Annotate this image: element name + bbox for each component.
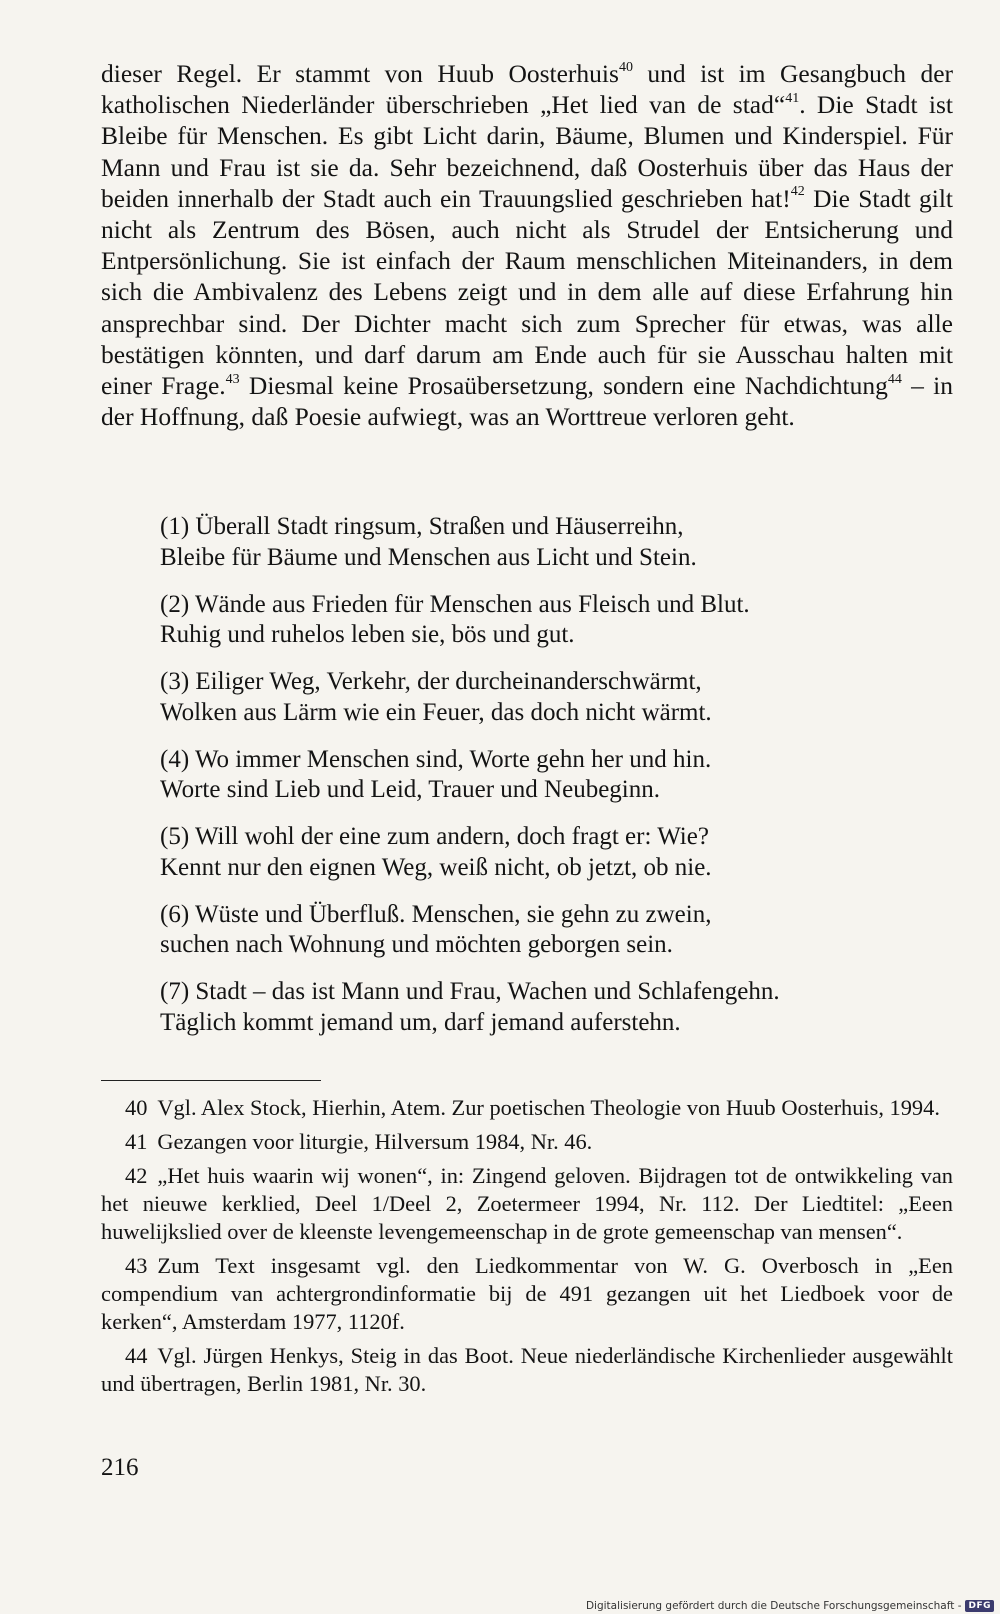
poem-line: Kennt nur den eignen Weg, weiß nicht, ob jetzt, ob nie. — [160, 853, 712, 881]
poem-stanza — [160, 590, 920, 651]
poem-line: (6) Wüste und Überfluß. Menschen, sie gehn zu zwein, — [160, 900, 712, 928]
poem-line: (7) Stadt – das ist Mann und Frau, Wachen und Schlafengehn. — [160, 978, 780, 1005]
poem-stanza — [160, 512, 920, 573]
footnote-number: 42 — [125, 1163, 148, 1188]
footnote-text: „Het huis waarin wij wonen“, in: Zingend geloven. Bijdragen tot de ontwikkeling van het nieuwe kerklied, Deel 1/Deel 2, Zoetermeer 1994, Nr. 112. Der Liedtitel: „Eeen huwelijkslied over de kleenste levengemeenschap in de grote gemeenschap van mensen“. — [101, 1163, 953, 1244]
poem-line: suchen nach Wohnung und möchten geborgen sein. — [160, 931, 673, 958]
poem-stanza — [160, 667, 920, 728]
footnote-ref: 40 — [618, 59, 633, 75]
text-run: . Die Stadt ist Bleibe für Menschen. Es gibt Licht darin, Bäume, Blumen und Kinderspiel. Für Mann und Frau ist sie da. Sehr bezeichnend, daß Oosterhuis über das Haus der beiden innerhalb der Stadt auch ein Trauungslied geschrieben hat! — [101, 90, 953, 213]
poem-line: Worte sind Lieb und Leid, Trauer und Neubeginn. — [160, 776, 660, 803]
footnote-text: Gezangen voor liturgie, Hilversum 1984, Nr. 46. — [157, 1129, 593, 1154]
digitization-footer — [586, 1600, 994, 1612]
text-run: – in der Hoffnung, daß Poesie aufwiegt, was an Worttreue verloren geht. — [101, 371, 953, 432]
poem-stanza — [160, 977, 920, 1038]
dfg-logo: DFG — [965, 1600, 994, 1612]
footnote-ref: 43 — [225, 371, 240, 387]
footnote-number: 44 — [125, 1343, 148, 1368]
footnote-number: 41 — [125, 1129, 148, 1154]
footnote — [101, 1094, 953, 1122]
text-run: Diesmal keine Prosaübersetzung, sondern eine Nachdichtung — [239, 371, 888, 401]
footnote-ref: 41 — [785, 90, 800, 106]
footnote-number: 40 — [125, 1095, 148, 1120]
footnote-ref: 42 — [790, 184, 805, 200]
poem-stanza — [160, 900, 920, 961]
poem-line: (1) Überall Stadt ringsum, Straßen und Häuserreihn, — [160, 513, 684, 540]
footnote-text: Vgl. Jürgen Henkys, Steig in das Boot. Neue niederländische Kirchenlieder ausgewählt und übertragen, Berlin 1981, Nr. 30. — [101, 1343, 953, 1396]
poem-line: Ruhig und ruhelos leben sie, bös und gut. — [160, 621, 575, 648]
text-run: dieser Regel. Er stammt von Huub Oosterhuis — [101, 59, 619, 88]
footnote-ref: 44 — [887, 371, 902, 387]
footnote — [101, 1342, 953, 1398]
body-text — [101, 58, 953, 432]
footnote-text: Zum Text insgesamt vgl. den Liedkommentar von W. G. Overbosch in „Een compendium van achtergrondinformatie bij de 491 gezangen uit het Liedboek voor de kerken“, Amsterdam 1977, 1120f. — [101, 1253, 953, 1334]
footer-text: Digitalisierung gefördert durch die Deutsche Forschungsgemeinschaft - — [585, 1600, 962, 1612]
footnote-separator — [101, 1080, 321, 1081]
poem-line: Wolken aus Lärm wie ein Feuer, das doch nicht wärmt. — [160, 698, 712, 726]
page-number: 216 — [101, 1454, 139, 1481]
poem — [160, 512, 920, 1055]
poem-line: (3) Eiliger Weg, Verkehr, der durcheinanderschwärmt, — [160, 668, 702, 695]
poem-line: (4) Wo immer Menschen sind, Worte gehn her und hin. — [160, 745, 712, 773]
body-paragraph — [101, 58, 953, 432]
footnote — [101, 1162, 953, 1246]
footnote-number: 43 — [125, 1253, 148, 1278]
text-run: Die Stadt gilt nicht als Zentrum des Bösen, auch nicht als Strudel der Entsicherung und Entpersönlichung. Sie ist einfach der Raum menschlichen Miteinanders, in dem sich die Ambivalenz des Lebens zeigt und in dem alle auf diese Erfahrung hin ansprechbar sind. Der Dichter macht sich zum Sprecher für etwas, was alle bestätigen könnten, und darf darum am Ende auch für sie Ausschau halten mit einer Frage. — [101, 183, 953, 401]
poem-line: (5) Will wohl der eine zum andern, doch fragt er: Wie? — [160, 823, 709, 850]
footnotes — [101, 1094, 953, 1404]
poem-line: (2) Wände aus Frieden für Menschen aus Fleisch und Blut. — [160, 590, 750, 618]
text-run: und ist im Gesangbuch der katholischen Niederländer überschrieben „Het lied van de stad“ — [101, 59, 953, 120]
poem-stanza — [160, 745, 920, 806]
footnote-text: Vgl. Alex Stock, Hierhin, Atem. Zur poetischen Theologie von Huub Oosterhuis, 1994. — [157, 1095, 940, 1120]
footnote — [101, 1252, 953, 1336]
poem-stanza — [160, 822, 920, 883]
poem-line: Täglich kommt jemand um, darf jemand auferstehn. — [160, 1008, 681, 1036]
footnote — [101, 1128, 953, 1156]
poem-line: Bleibe für Bäume und Menschen aus Licht und Stein. — [160, 543, 697, 571]
